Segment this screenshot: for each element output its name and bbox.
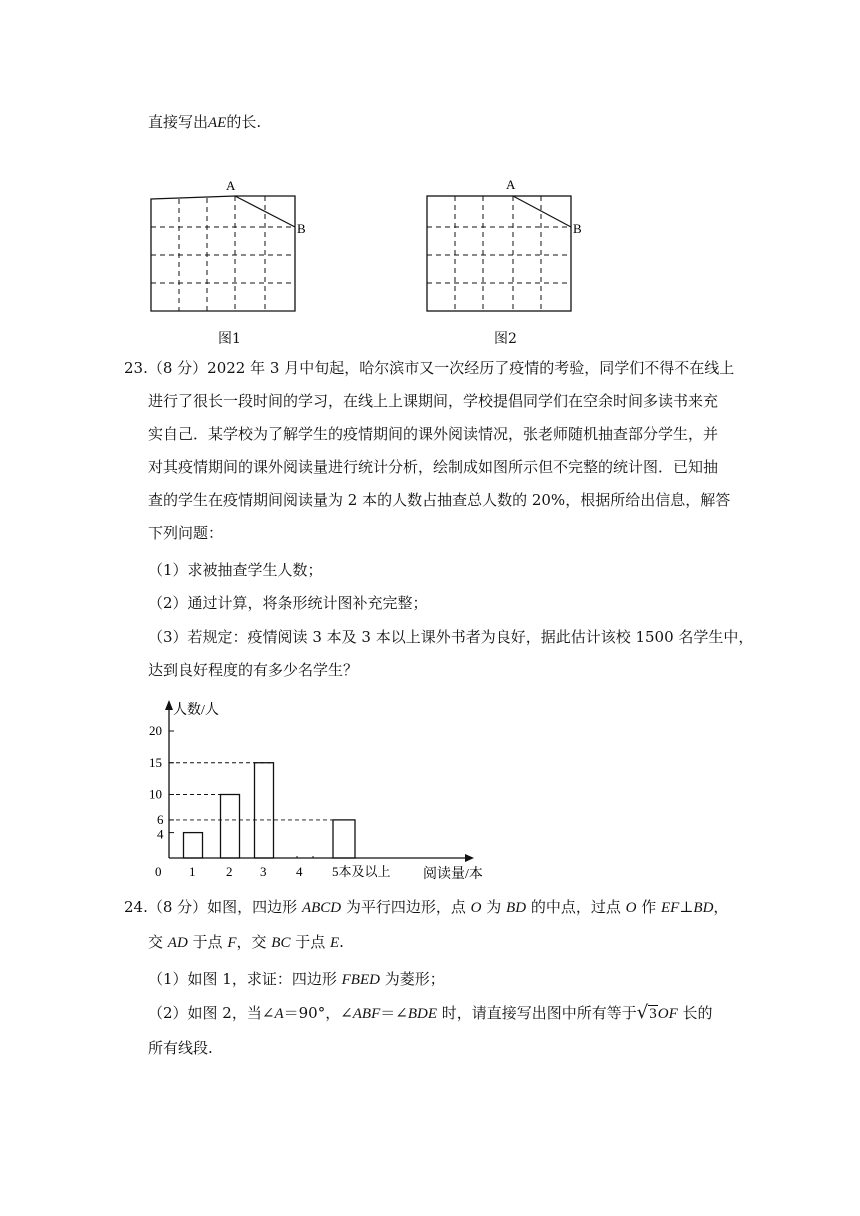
q23-sub-3-line-2: 达到良好程度的有多少名学生？ bbox=[148, 661, 359, 679]
q24-l1-text-2: 为平行四边形，点 bbox=[341, 898, 471, 916]
label-a-fig2: A bbox=[506, 177, 516, 192]
q24-line-4 bbox=[148, 1003, 713, 1024]
caption-fig2: 图2 bbox=[494, 331, 517, 347]
q24-l1-var-3: BD bbox=[506, 900, 527, 916]
y-tick-label-4: 4 bbox=[157, 826, 164, 842]
y-axis-label: 人数/人 bbox=[173, 703, 219, 718]
q24-l3-var-1: FBED bbox=[341, 972, 380, 988]
q24-l1-var-6: BD bbox=[693, 900, 714, 916]
label-a-fig1: A bbox=[226, 178, 236, 193]
q23-line-6: 下列问题： bbox=[148, 524, 224, 542]
y-tick-label-6: 6 bbox=[157, 811, 164, 827]
y-tick-label-20: 20 bbox=[149, 723, 162, 738]
q24-l4-text-4: 时，请直接写出图中所有等于 bbox=[437, 1004, 637, 1022]
q23-line-1: 23.（8 分）2022 年 3 月中旬起，哈尔滨市又一次经历了疫情的考验，同学们不得不在线上 bbox=[124, 359, 735, 377]
bar-5 bbox=[333, 820, 355, 858]
q24-l1-var-5: EF bbox=[660, 900, 680, 916]
x-tick-label-3: 3 bbox=[260, 864, 267, 879]
q23-line-2: 进行了很长一段时间的学习，在线上上课期间，学校提倡同学们在空余时间多读书来充 bbox=[148, 392, 719, 410]
q23-sub-1: （1）求被抽查学生人数； bbox=[148, 561, 323, 579]
q22-prefix: 直接写出 bbox=[148, 113, 209, 131]
x-tick-label-2: 2 bbox=[226, 864, 233, 879]
grid-figure-2-outline bbox=[427, 196, 571, 311]
q24-l4-var-3: BDE bbox=[407, 1006, 438, 1022]
q24-line-2 bbox=[148, 932, 344, 953]
q24-l2-var-4: E bbox=[330, 935, 340, 951]
q24-l1-perp: ⊥ bbox=[679, 898, 694, 916]
q24-line-5: 所有线段. bbox=[148, 1039, 213, 1057]
q24-l1-text-5: 作 bbox=[636, 898, 661, 916]
bar-1 bbox=[184, 833, 203, 858]
grid-figure-1 bbox=[140, 172, 320, 322]
q24-line-1 bbox=[124, 897, 728, 918]
caption-fig1: 图1 bbox=[218, 331, 241, 347]
q24-l4-text-1: （2）如图 2，当∠ bbox=[148, 1004, 275, 1022]
q23-line-4: 对其疫情期间的课外阅读量进行统计分析，绘制成如图所示但不完整的统计图．已知抽 bbox=[148, 458, 719, 476]
q24-l4-var-1: A bbox=[274, 1006, 284, 1022]
q23-line-5: 查的学生在疫情期间阅读量为 2 本的人数占抽查总人数的 20%，根据所给出信息，解答 bbox=[148, 491, 731, 509]
q24-line-3 bbox=[148, 969, 445, 990]
q24-l1-var-2: O bbox=[470, 900, 482, 916]
label-b-fig2: B bbox=[573, 221, 582, 236]
grid-figure-2 bbox=[416, 172, 596, 322]
y-tick-label-10: 10 bbox=[149, 786, 162, 802]
x-tick-label-4: 4 bbox=[296, 864, 303, 879]
q23-sub-3-line-1: （3）若规定：疫情阅读 3 本及 3 本以上课外书者为良好，据此估计该校 1500 名学生中， bbox=[148, 628, 754, 646]
x-tick-label-1: 1 bbox=[189, 864, 196, 879]
bar-2 bbox=[221, 795, 240, 859]
q24-l2-text-3: ，交 bbox=[236, 933, 272, 951]
q24-l1-text-1: 24.（8 分）如图，四边形 bbox=[124, 898, 302, 916]
x-axis-arrow bbox=[465, 854, 474, 862]
q22-suffix: 的长. bbox=[226, 113, 262, 131]
q22-segment: AE bbox=[208, 115, 227, 131]
q24-l4-text-3: ＝∠ bbox=[380, 1004, 408, 1022]
q24-l2-var-1: AD bbox=[167, 935, 188, 951]
q24-l4-var-4: OF bbox=[657, 1006, 678, 1022]
radical-sign: √ bbox=[636, 1002, 649, 1023]
q24-l2-var-3: BC bbox=[271, 935, 291, 951]
bar-3 bbox=[255, 763, 274, 858]
q24-l2-text-4: 于点 bbox=[290, 933, 330, 951]
y-tick-label-15: 15 bbox=[149, 754, 162, 770]
q24-l2-text-5: . bbox=[339, 933, 344, 951]
q24-l1-text-3: 为 bbox=[481, 898, 507, 916]
origin-label: 0 bbox=[155, 864, 162, 879]
q24-l3-text-1: （1）如图 1，求证：四边形 bbox=[148, 970, 342, 988]
y-axis-arrow bbox=[165, 700, 173, 710]
q23-sub-2: （2）通过计算，将条形统计图补充完整； bbox=[148, 594, 428, 612]
x-axis-label: 阅读量/本 bbox=[423, 867, 483, 882]
q24-l2-var-2: F bbox=[227, 935, 237, 951]
q24-l2-text-1: 交 bbox=[148, 933, 168, 951]
q24-l3-text-2: 为菱形； bbox=[379, 970, 445, 988]
q22-tail-line bbox=[148, 112, 261, 133]
q23-line-3: 实自己．某学校为了解学生的疫情期间的课外阅读情况，张老师随机抽查部分学生，并 bbox=[148, 425, 719, 443]
segment-ab-fig2 bbox=[513, 196, 571, 227]
label-b-fig1: B bbox=[297, 221, 306, 236]
q24-l4-text-2: ＝90°，∠ bbox=[283, 1004, 353, 1022]
q24-l4-var-2: ABF bbox=[352, 1006, 381, 1022]
q24-l1-text-4: 的中点，过点 bbox=[526, 898, 626, 916]
q24-l1-var-4: O bbox=[625, 900, 637, 916]
q24-l1-text-7: ， bbox=[713, 898, 729, 916]
q24-l1-var-1: ABCD bbox=[301, 900, 342, 916]
q24-l4-text-5: 长的 bbox=[677, 1004, 713, 1022]
x-tick-label-5: 5本及以上 bbox=[332, 864, 391, 879]
sqrt-three bbox=[637, 1003, 658, 1024]
radicand: 3 bbox=[649, 1006, 657, 1022]
grid-figure-1-outline bbox=[151, 196, 295, 311]
reading-bar-chart bbox=[140, 690, 500, 885]
q24-l2-text-2: 于点 bbox=[187, 933, 228, 951]
